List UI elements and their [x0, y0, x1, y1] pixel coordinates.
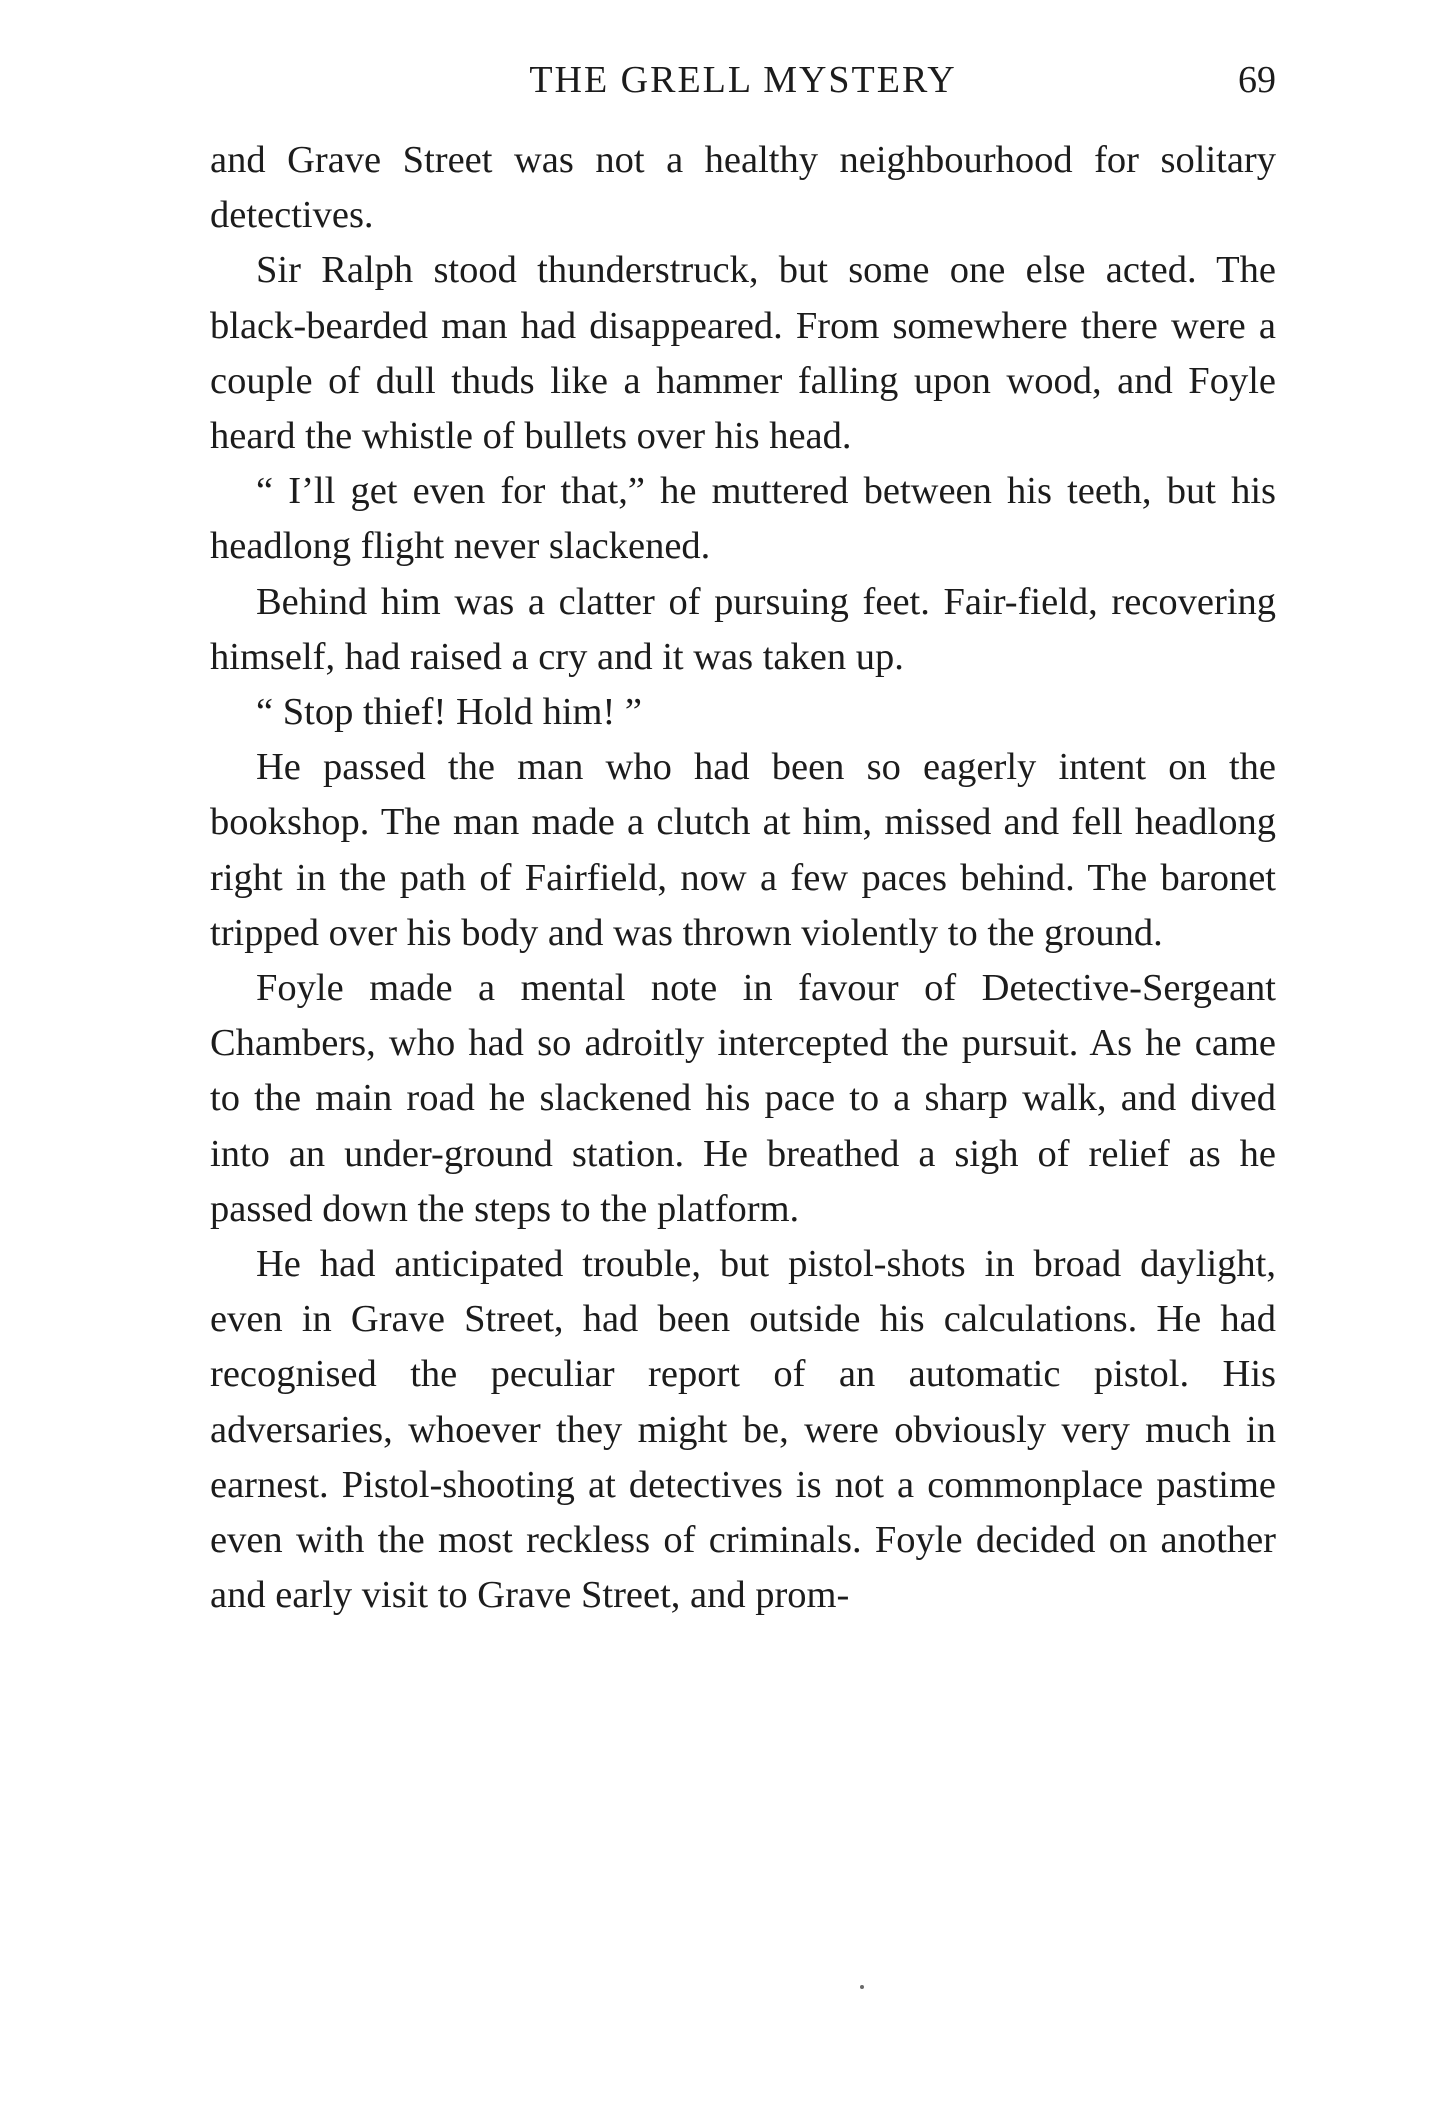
paragraph: Behind him was a clatter of pursuing feet. Fair-field, recovering himself, had raised a cry and it was taken up.: [210, 580, 1276, 678]
paragraph: “ I’ll get even for that,” he muttered between his teeth, but his headlong flight never slackened.: [210, 470, 1276, 568]
running-head: [210, 50, 1276, 110]
paragraph: He had anticipated trouble, but pistol-shots in broad daylight, even in Grave Street, had been outside his calculations. He had recognised the peculiar report of an automatic pistol. His adversaries, whoever they might be, were obviously very much in earnest. Pistol-shooting at detectives is not a commonplace pastime even with the most reckless of criminals. Foyle decided on another and early visit to Grave Street, and prom-: [210, 1243, 1276, 1617]
body-text: [210, 133, 1276, 1623]
paragraph: “ Stop thief! Hold him! ”: [256, 691, 642, 734]
running-title: THE GRELL MYSTERY: [529, 59, 957, 101]
print-speck: [860, 1985, 864, 1989]
paragraph-continued: and Grave Street was not a healthy neighbourhood for solitary detectives.: [210, 139, 1276, 237]
paragraph: Sir Ralph stood thunderstruck, but some one else acted. The black-bearded man had disappeared. From somewhere there were a couple of dull thuds like a hammer falling upon wood, and Foyle heard the whistle of bullets over his head.: [210, 249, 1276, 458]
paragraph: Foyle made a mental note in favour of Detective-Sergeant Chambers, who had so adroitly intercepted the pursuit. As he came to the main road he slackened his pace to a sharp walk, and dived into an under-ground station. He breathed a sigh of relief as he passed down the steps to the platform.: [210, 967, 1276, 1230]
page-number: 69: [1238, 59, 1276, 101]
paragraph: He passed the man who had been so eagerly intent on the bookshop. The man made a clutch at him, missed and fell headlong right in the path of Fairfield, now a few paces behind. The baronet tripped over his body and was thrown violently to the ground.: [210, 746, 1276, 954]
